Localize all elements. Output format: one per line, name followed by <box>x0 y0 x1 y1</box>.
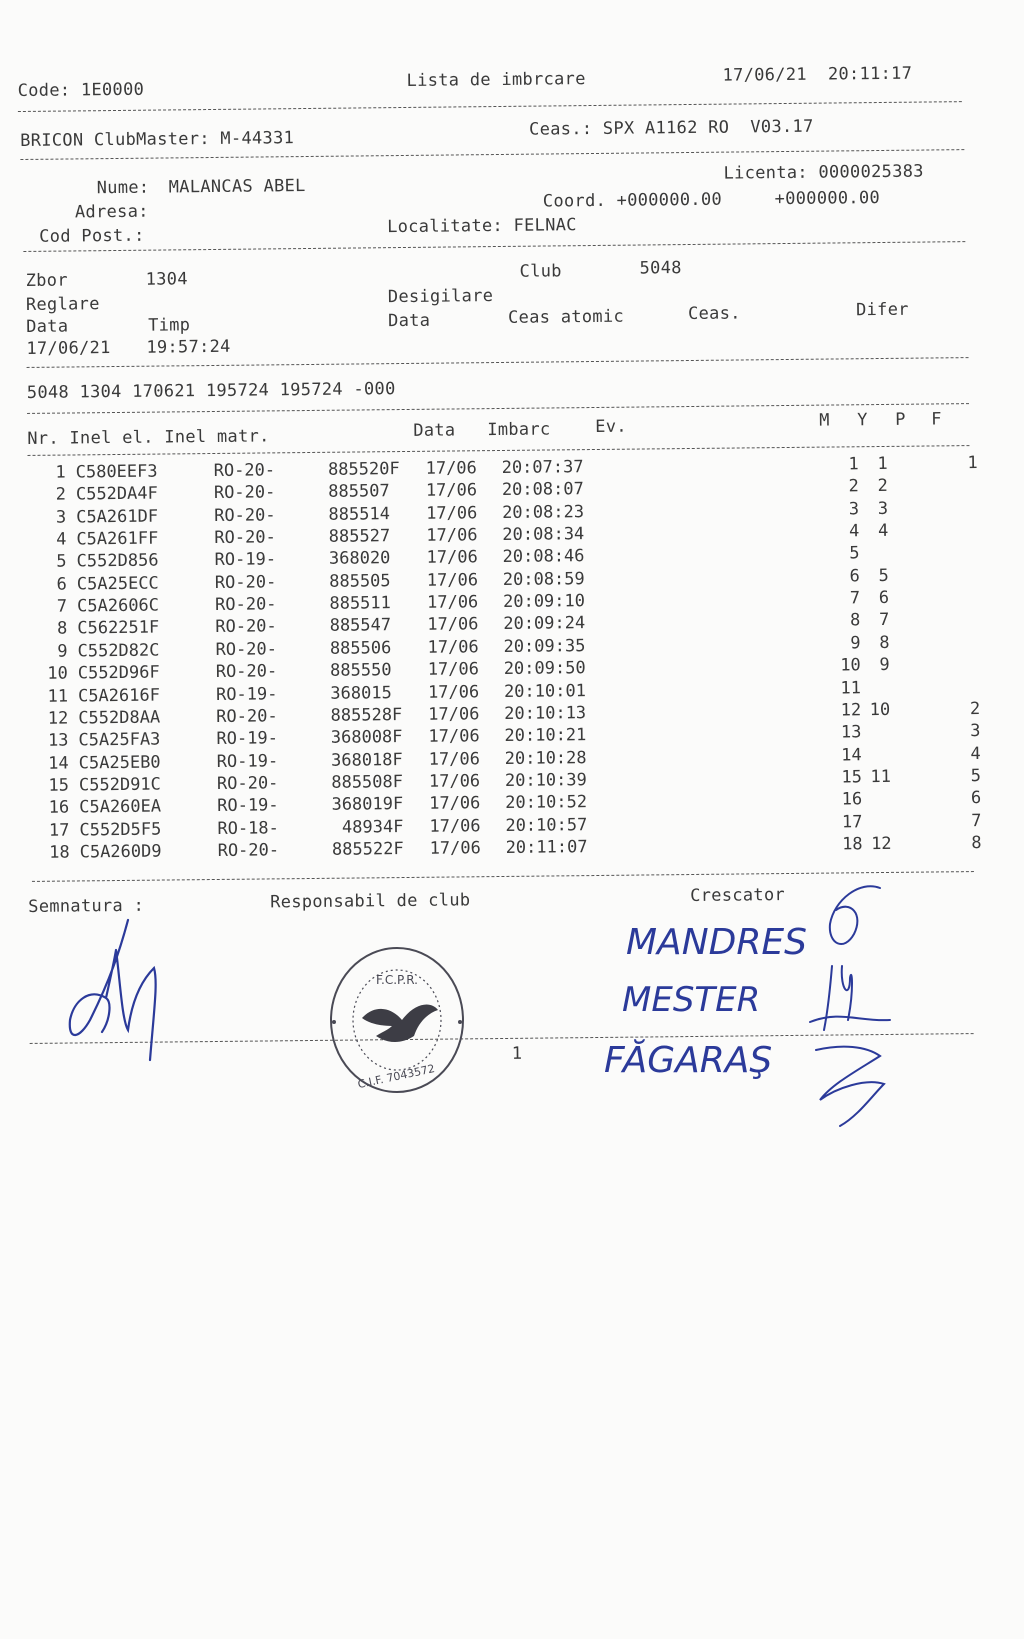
ring-series-cell: RO-20- <box>215 617 277 638</box>
time-cell: 20:08:07 <box>502 479 584 500</box>
ring-series-cell: RO-20- <box>216 706 278 727</box>
zbor-label: Zbor <box>26 271 68 291</box>
col-header-data: Data <box>413 420 455 440</box>
m-cell: 4 <box>829 521 859 541</box>
handwritten-name-2: MESTER <box>622 980 760 1020</box>
ring-number-cell: 12 <box>32 708 68 728</box>
electronic-ring-cell: C552D96F <box>78 663 160 684</box>
time-cell: 20:10:28 <box>505 748 587 769</box>
time-cell: 20:09:50 <box>504 658 586 679</box>
date-cell: 17/06 <box>426 525 477 546</box>
ring-number-cell: 4 <box>30 530 66 550</box>
f-cell: 4 <box>965 744 981 764</box>
date-cell: 17/06 <box>429 793 480 814</box>
ring-id-cell: 885527 <box>310 526 400 547</box>
m-cell: 6 <box>830 566 860 586</box>
electronic-ring-cell: C5A260EA <box>79 797 161 818</box>
time-cell: 20:08:34 <box>502 524 584 545</box>
ring-series-cell: RO-18- <box>217 818 279 839</box>
ring-series-cell: RO-19- <box>216 684 278 705</box>
handwritten-name-1: MANDRES <box>626 922 807 963</box>
m-cell: 7 <box>830 588 860 608</box>
page-number: 1 <box>512 1044 523 1064</box>
y-cell: 5 <box>865 566 889 586</box>
owner-name: MALANCAS ABEL <box>169 176 306 197</box>
m-cell: 1 <box>829 454 859 474</box>
col-header-m: M <box>819 411 830 431</box>
ring-series-cell: RO-20- <box>217 773 279 794</box>
time-cell: 20:10:57 <box>505 815 587 836</box>
date-cell: 17/06 <box>427 548 478 569</box>
time-cell: 20:09:35 <box>503 636 585 657</box>
date-cell: 17/06 <box>426 458 477 479</box>
y-cell: 10 <box>866 700 890 720</box>
time-cell: 20:07:37 <box>502 457 584 478</box>
m-cell: 17 <box>832 812 862 832</box>
ring-number-cell: 14 <box>33 753 69 773</box>
m-cell: 16 <box>832 789 862 809</box>
postcode-label: Cod Post.: <box>39 226 145 247</box>
col-header-imbarc: Imbarc <box>487 419 550 440</box>
electronic-ring-cell: C580EEF3 <box>76 462 158 483</box>
time-cell: 20:10:52 <box>505 792 587 813</box>
ring-id-cell: 368008F <box>312 727 402 748</box>
date-cell: 17/06 <box>427 637 478 658</box>
electronic-ring-cell: C5A261DF <box>76 506 158 527</box>
svg-text:C.I.F. 7043572: C.I.F. 7043572 <box>357 1062 436 1091</box>
date-cell: 17/06 <box>429 816 480 837</box>
m-cell: 12 <box>831 700 861 720</box>
ring-number-cell: 8 <box>31 619 67 639</box>
zbor-value: 1304 <box>146 269 188 289</box>
name-label: Nume: <box>97 178 150 199</box>
ring-series-cell: RO-20- <box>216 661 278 682</box>
ring-number-cell: 16 <box>33 798 69 818</box>
ring-number-cell: 6 <box>31 574 67 594</box>
handwritten-locality: FĂGARAŞ <box>604 1040 772 1081</box>
ring-number-cell: 17 <box>33 820 69 840</box>
y-cell: 6 <box>865 588 889 608</box>
ring-number-cell: 13 <box>32 731 68 751</box>
licence-number: Licenta: 0000025383 <box>723 162 923 184</box>
m-cell: 11 <box>831 678 861 698</box>
ring-id-cell: 885505 <box>311 571 401 592</box>
ring-series-cell: RO-19- <box>217 796 279 817</box>
date-cell: 17/06 <box>427 615 478 636</box>
ring-number-cell: 15 <box>33 775 69 795</box>
address-label: Adresa: <box>75 202 149 223</box>
signature-scribble <box>50 910 190 1070</box>
time-cell: 20:10:01 <box>504 681 586 702</box>
ring-number-cell: 5 <box>31 552 67 572</box>
divider <box>18 101 962 112</box>
timp-label: Timp <box>148 315 190 335</box>
breeder-label: Crescator <box>690 885 785 906</box>
club-responsible-label: Responsabil de club <box>270 890 470 912</box>
ring-id-cell: 368020 <box>311 548 401 569</box>
y-cell: 12 <box>868 834 892 854</box>
time-cell: 20:10:21 <box>504 725 586 746</box>
clubmaster-id: BRICON ClubMaster: M-44331 <box>20 128 294 151</box>
f-cell: 8 <box>966 833 982 853</box>
ring-id-cell: 368018F <box>313 750 403 771</box>
ring-id-cell: 885528F <box>312 705 402 726</box>
ring-id-cell: 885507 <box>310 481 400 502</box>
ring-series-cell: RO-19- <box>216 729 278 750</box>
ring-id-cell: 885511 <box>311 593 401 614</box>
date-cell: 17/06 <box>429 771 480 792</box>
electronic-ring-cell: C552D856 <box>77 551 159 572</box>
signature-label: Semnatura : <box>28 896 144 917</box>
date-cell: 17/06 <box>428 726 479 747</box>
col-header-p: P <box>895 410 906 430</box>
y-cell: 1 <box>864 454 888 474</box>
date-cell: 17/06 <box>428 682 479 703</box>
m-cell: 3 <box>829 499 859 519</box>
club-label: Club <box>520 261 562 281</box>
club-value: 5048 <box>639 258 681 278</box>
m-cell: 14 <box>832 745 862 765</box>
ring-series-cell: RO-19- <box>215 550 277 571</box>
ring-number-cell: 9 <box>31 641 67 661</box>
electronic-ring-cell: C5A25FA3 <box>78 730 160 751</box>
svg-text:F.C.P.R.: F.C.P.R. <box>376 973 418 987</box>
ring-id-cell: 885508F <box>313 772 403 793</box>
y-cell: 11 <box>867 767 891 787</box>
time-cell: 20:09:24 <box>503 614 585 635</box>
time-cell: 20:08:46 <box>502 547 584 568</box>
ring-number-cell: 10 <box>32 664 68 684</box>
ring-number-cell: 1 <box>30 463 66 483</box>
ring-series-cell: RO-20- <box>215 594 277 615</box>
data-label: Data <box>26 317 68 337</box>
ring-id-cell: 368015 <box>312 683 402 704</box>
ring-id-cell: 885514 <box>310 504 400 525</box>
club-stamp <box>322 940 472 1100</box>
ring-id-cell: 48934F <box>313 817 403 838</box>
ring-number-cell: 11 <box>32 686 68 706</box>
date-cell: 17/06 <box>428 659 479 680</box>
electronic-ring-cell: C562251F <box>77 618 159 639</box>
basketing-table <box>0 0 1019 5</box>
y-cell: 4 <box>864 521 888 541</box>
time-cell: 20:09:10 <box>503 591 585 612</box>
date-cell: 17/06 <box>427 592 478 613</box>
ring-series-cell: RO-20- <box>214 460 276 481</box>
locality: Localitate: FELNAC <box>387 215 577 237</box>
divider <box>27 357 969 368</box>
ring-series-cell: RO-20- <box>214 527 276 548</box>
f-cell: 1 <box>962 453 978 473</box>
f-cell: 7 <box>965 811 981 831</box>
electronic-ring-cell: C5A2616F <box>78 685 160 706</box>
y-cell: 9 <box>866 655 890 675</box>
col-header-rings: Nr. Inel el. Inel matr. <box>27 426 270 449</box>
desigilare-label: Desigilare <box>388 286 494 307</box>
divider <box>23 241 965 252</box>
m-cell: 13 <box>831 722 861 742</box>
time-cell: 20:08:23 <box>502 502 584 523</box>
y-cell: 8 <box>865 633 889 653</box>
electronic-ring-cell: C5A261FF <box>76 529 158 550</box>
m-cell: 18 <box>833 834 863 854</box>
electronic-ring-cell: C552D91C <box>79 774 161 795</box>
reglare-label: Reglare <box>26 294 100 315</box>
flight-code-line: 5048 1304 170621 195724 195724 -000 <box>27 379 396 403</box>
ceas-atomic-label: Ceas atomic <box>508 307 624 328</box>
electronic-ring-cell: C552D8AA <box>78 707 160 728</box>
electronic-ring-cell: C552D5F5 <box>79 819 161 840</box>
m-cell: 10 <box>831 655 861 675</box>
m-cell: 2 <box>829 477 859 497</box>
date-cell: 17/06 <box>429 749 480 770</box>
ring-number-cell: 18 <box>34 842 70 862</box>
col-header-y: Y <box>857 410 868 430</box>
m-cell: 5 <box>829 544 859 564</box>
date-cell: 17/06 <box>430 838 481 859</box>
data2-label: Data <box>388 311 430 331</box>
ring-id-cell: 885550 <box>312 660 402 681</box>
y-cell: 7 <box>865 610 889 630</box>
m-cell: 8 <box>830 611 860 631</box>
col-header-ev: Ev. <box>595 417 627 437</box>
ring-series-cell: RO-20- <box>214 505 276 526</box>
date-cell: 17/06 <box>428 704 479 725</box>
electronic-ring-cell: C552DA4F <box>76 484 158 505</box>
col-header-f: F <box>931 409 942 429</box>
regulation-date: 17/06/21 <box>26 338 110 359</box>
electronic-ring-cell: C5A2606C <box>77 596 159 617</box>
ring-id-cell: 885520F <box>310 459 400 480</box>
breeder-signature-scribble <box>780 870 920 1140</box>
f-cell: 3 <box>964 721 980 741</box>
time-cell: 20:11:07 <box>506 837 588 858</box>
ring-id-cell: 885547 <box>311 615 401 636</box>
m-cell: 15 <box>832 767 862 787</box>
ring-series-cell: RO-20- <box>214 483 276 504</box>
ring-number-cell: 7 <box>31 597 67 617</box>
y-cell: 3 <box>864 499 888 519</box>
ring-id-cell: 885522F <box>314 839 404 860</box>
ceas-label: Ceas. <box>688 303 741 324</box>
ring-series-cell: RO-20- <box>218 840 280 861</box>
electronic-ring-cell: C5A25ECC <box>77 573 159 594</box>
coordinates: Coord. +000000.00 +000000.00 <box>543 188 880 212</box>
code-label: Code: 1E0000 <box>18 80 145 101</box>
print-datetime: 17/06/21 20:11:17 <box>722 64 912 86</box>
date-cell: 17/06 <box>426 481 477 502</box>
m-cell: 9 <box>830 633 860 653</box>
f-cell: 6 <box>965 788 981 808</box>
clock-id: Ceas.: SPX A1162 RO V03.17 <box>529 117 814 140</box>
ring-number-cell: 3 <box>30 507 66 527</box>
f-cell: 2 <box>964 699 980 719</box>
electronic-ring-cell: C552D82C <box>77 640 159 661</box>
document-title: Lista de imbrcare <box>407 69 586 91</box>
time-cell: 20:08:59 <box>503 569 585 590</box>
y-cell: 2 <box>864 476 888 496</box>
ring-series-cell: RO-20- <box>215 639 277 660</box>
difer-label: Difer <box>856 300 909 321</box>
ring-series-cell: RO-20- <box>215 572 277 593</box>
electronic-ring-cell: C5A260D9 <box>80 842 162 863</box>
ring-series-cell: RO-19- <box>217 751 279 772</box>
ring-id-cell: 368019F <box>313 794 403 815</box>
regulation-time: 19:57:24 <box>146 337 230 358</box>
divider <box>20 149 964 160</box>
time-cell: 20:10:39 <box>505 770 587 791</box>
ring-number-cell: 2 <box>30 485 66 505</box>
date-cell: 17/06 <box>427 570 478 591</box>
electronic-ring-cell: C5A25EB0 <box>79 752 161 773</box>
f-cell: 5 <box>965 766 981 786</box>
date-cell: 17/06 <box>426 503 477 524</box>
ring-id-cell: 885506 <box>311 638 401 659</box>
time-cell: 20:10:13 <box>504 703 586 724</box>
